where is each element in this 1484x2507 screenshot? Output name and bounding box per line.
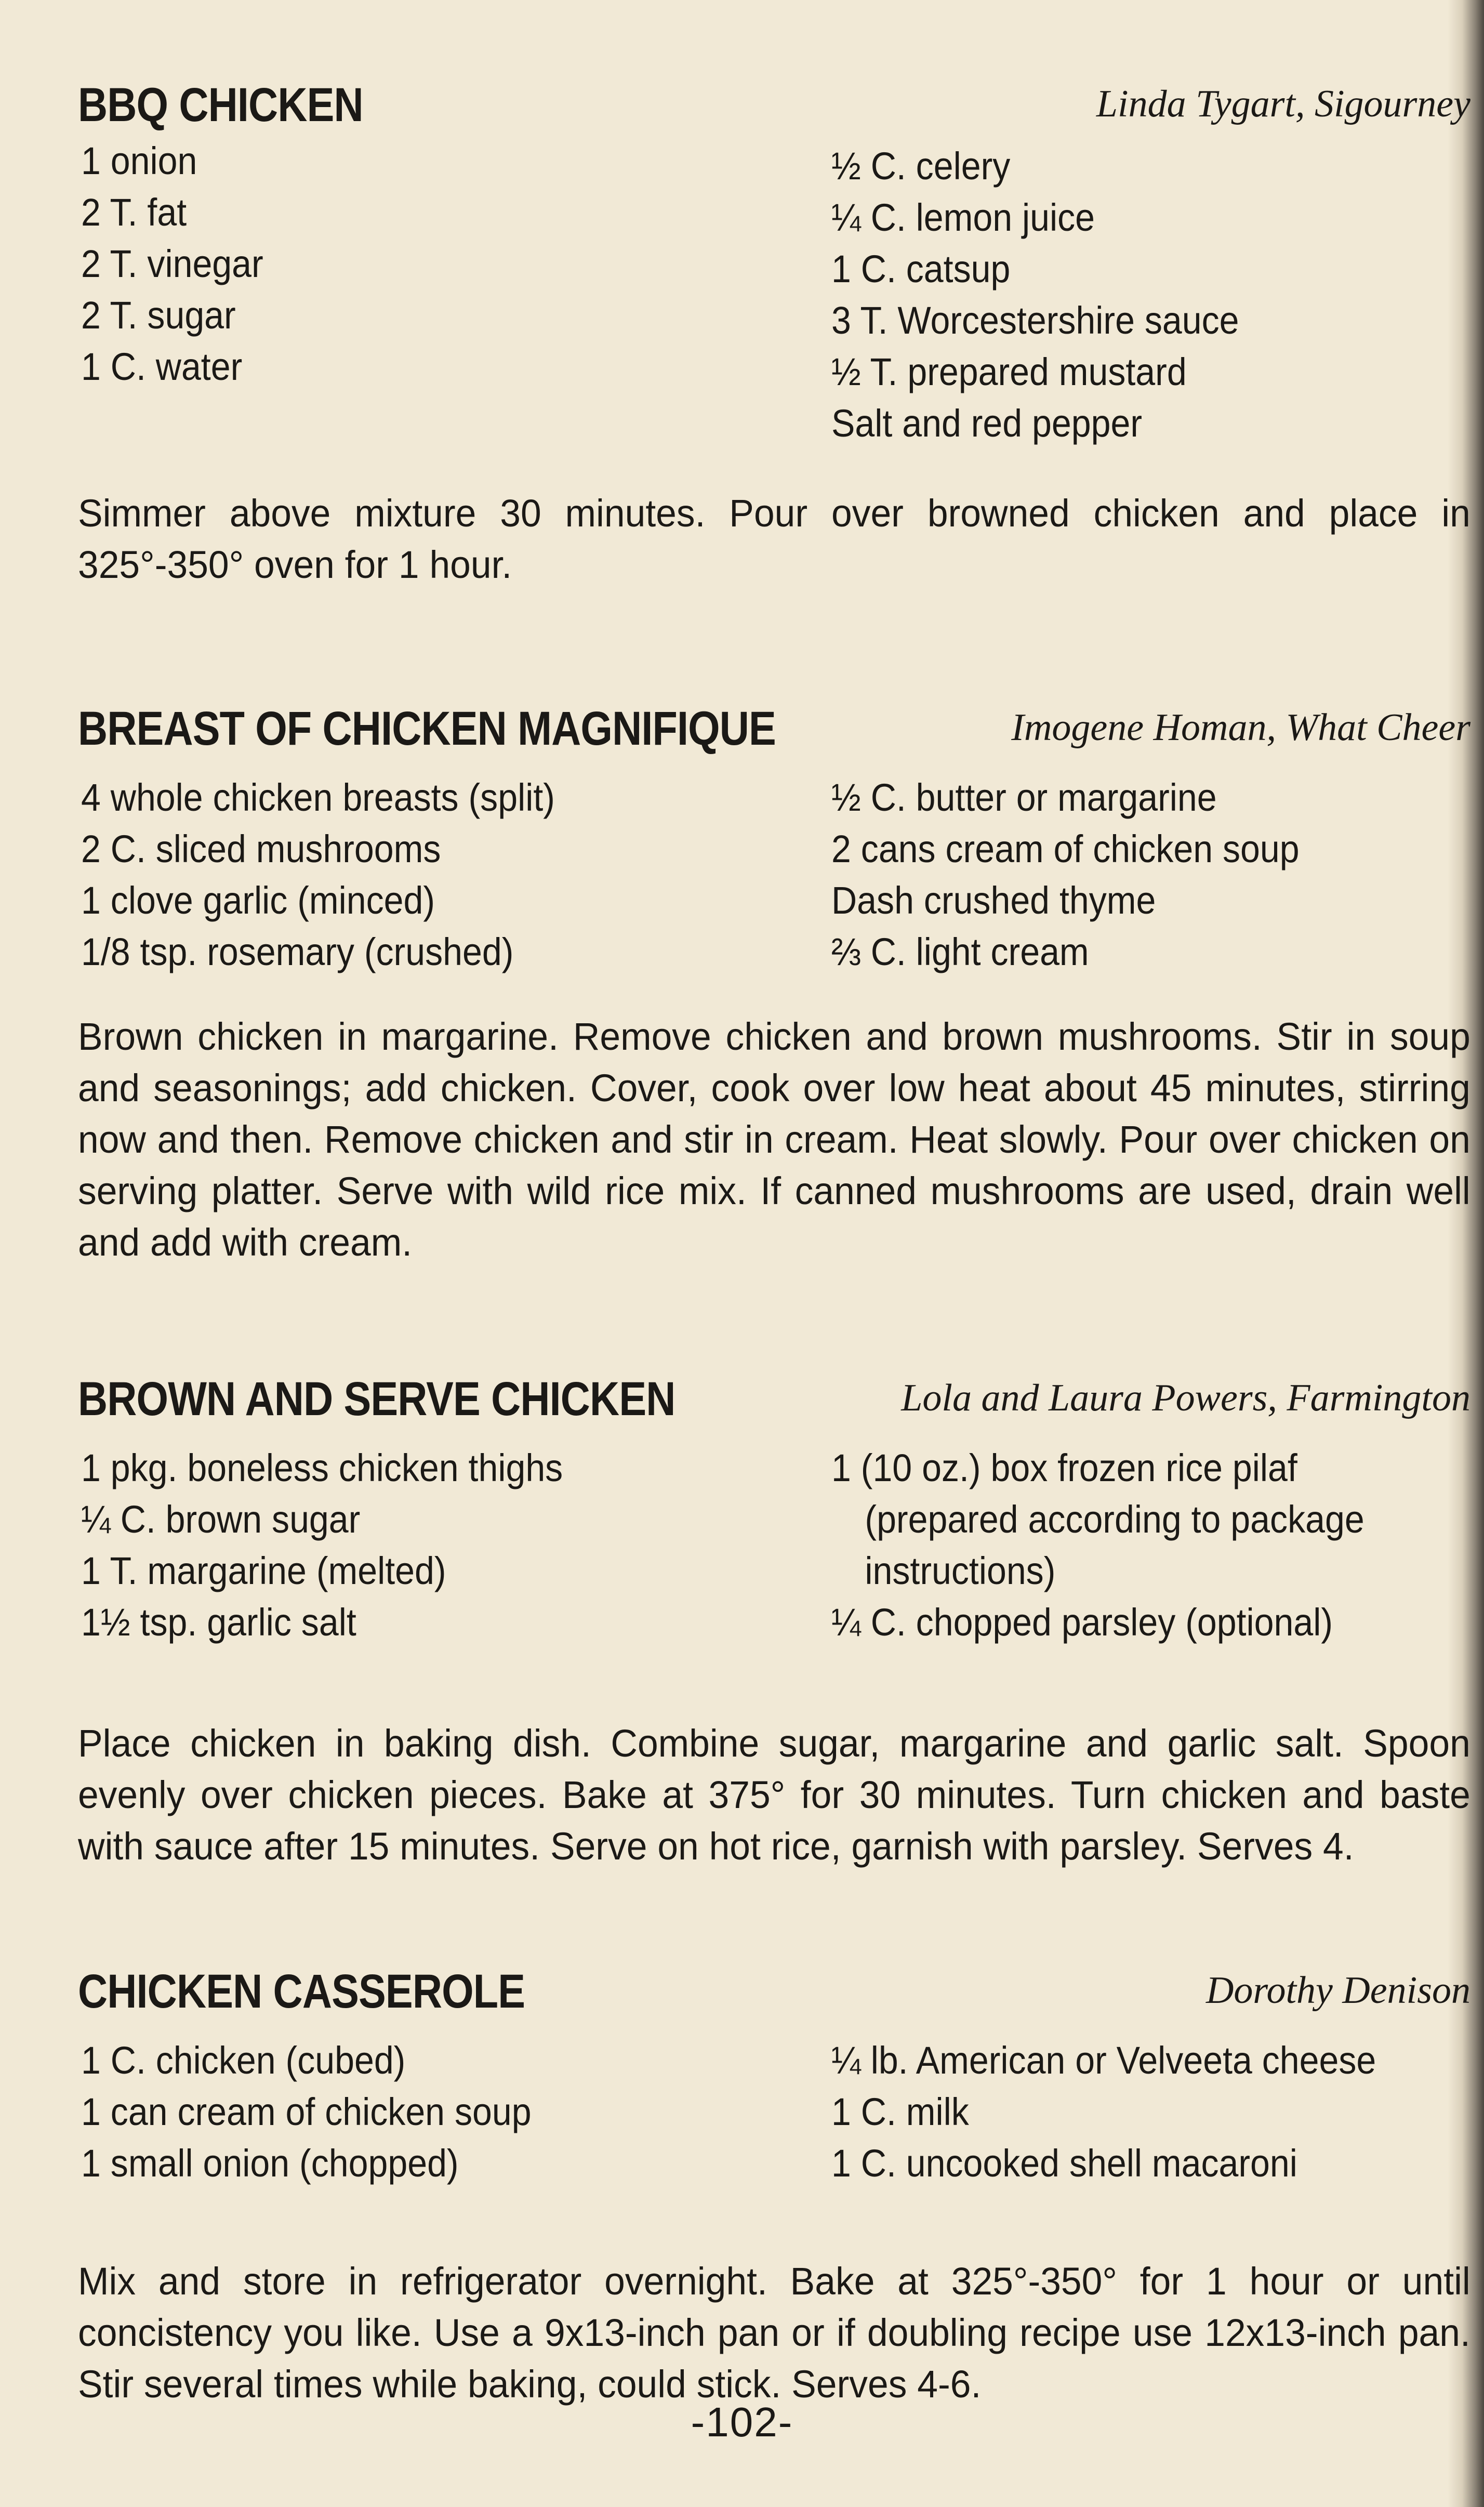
recipe-author: Imogene Homan, What Cheer (1011, 706, 1470, 749)
ingredient: 1 C. water (81, 345, 243, 388)
ingredient-continued: (prepared according to package (865, 1498, 1364, 1541)
ingredient: ½ T. prepared mustard (831, 350, 1187, 393)
recipe-header (78, 1372, 1470, 1434)
ingredient: Dash crushed thyme (831, 879, 1156, 922)
recipe-author: Dorothy Denison (1205, 1969, 1470, 2012)
ingredient: 1½ tsp. garlic salt (81, 1601, 356, 1644)
recipe-brown-and-serve-chicken (78, 1372, 1470, 1892)
recipe-header (78, 702, 1470, 764)
recipe-author: Linda Tygart, Sigourney (1096, 83, 1470, 125)
recipe-header (78, 1964, 1470, 2027)
ingredient: 2 T. sugar (81, 294, 236, 337)
recipe-title: BBQ CHICKEN (78, 78, 363, 131)
ingredient: 1 small onion (chopped) (81, 2142, 459, 2185)
ingredient: 1 T. margarine (melted) (81, 1549, 446, 1592)
ingredient: 1 can cream of chicken soup (81, 2090, 532, 2133)
ingredients-left (81, 2035, 571, 2189)
ingredient: 4 whole chicken breasts (split) (81, 776, 555, 819)
ingredients-left (81, 772, 596, 978)
recipe-directions: Brown chicken in margarine. Remove chicken and brown mushrooms. Stir in soup and seasonings; add chicken. Cover, cook over low heat about 45 minutes, stirring now and then. Remove chicken and stir in cream. Heat slowly. Pour over chicken on serving platter. Serve with wild rice mix. If canned mushrooms are used, drain well and add with cream. (78, 1015, 1470, 1264)
ingredients-right (831, 1442, 1411, 1648)
ingredient-continued: instructions) (865, 1549, 1056, 1592)
ingredient: 3 T. Worcestershire sauce (831, 299, 1239, 342)
ingredient: 2 T. fat (81, 191, 187, 234)
recipe-title: CHICKEN CASSEROLE (78, 1965, 525, 2018)
ingredient: 2 C. sliced mushrooms (81, 827, 441, 870)
recipe-title: BREAST OF CHICKEN MAGNIFIQUE (78, 702, 776, 755)
recipe-author: Lola and Laura Powers, Farmington (901, 1377, 1470, 1419)
ingredient: 1/8 tsp. rosemary (crushed) (81, 930, 514, 973)
recipe-bbq-chicken (78, 78, 1470, 598)
ingredients-right (831, 2035, 1423, 2189)
ingredient: Salt and red pepper (831, 402, 1143, 445)
recipe-directions: Simmer above mixture 30 minutes. Pour over browned chicken and place in 325°-350° oven for 1 hour. (78, 492, 1470, 586)
ingredients-left (81, 1442, 605, 1648)
ingredient: 1 C. milk (831, 2090, 969, 2133)
ingredient: 1 onion (81, 139, 197, 182)
recipe-breast-of-chicken-magnifique (78, 702, 1470, 1273)
ingredient: 2 cans cream of chicken soup (831, 827, 1300, 870)
ingredient: 1 (10 oz.) box frozen rice pilaf (831, 1446, 1297, 1489)
ingredient: ¼ C. lemon juice (831, 196, 1095, 239)
recipe-header (78, 78, 1470, 140)
ingredient: ⅔ C. light cream (831, 930, 1089, 973)
ingredient: ¼ C. brown sugar (81, 1498, 361, 1541)
ingredients-left (81, 135, 279, 392)
ingredients-right (831, 772, 1340, 978)
ingredient: 1 C. catsup (831, 247, 1011, 291)
ingredients-right (831, 140, 1275, 449)
ingredient: ½ C. celery (831, 144, 1011, 188)
page-number: -102- (691, 2399, 793, 2445)
ingredient: ¼ lb. American or Velveeta cheese (831, 2039, 1376, 2082)
recipe-directions: Place chicken in baking dish. Combine sugar, margarine and garlic salt. Spoon evenly over chicken pieces. Bake at 375° for 30 minutes. Turn chicken and baste with sauce after 15 minutes. Serve on hot rice, garnish with parsley. Serves 4. (78, 1722, 1470, 1868)
ingredient: 1 C. uncooked shell macaroni (831, 2142, 1297, 2185)
ingredient: 2 T. vinegar (81, 242, 263, 285)
recipe-directions: Mix and store in refrigerator overnight. Bake at 325°-350° for 1 hour or until concistency you like. Use a 9x13-inch pan or if doubling recipe use 12x13-inch pan. Stir several times while baking, could stick. Serves 4-6. (78, 2260, 1470, 2406)
ingredient: 1 pkg. boneless chicken thighs (81, 1446, 563, 1489)
ingredient: 1 clove garlic (minced) (81, 879, 435, 922)
ingredient: 1 C. chicken (cubed) (81, 2039, 406, 2082)
ingredient: ¼ C. chopped parsley (optional) (831, 1601, 1333, 1644)
recipe-chicken-casserole (78, 1964, 1470, 2406)
recipe-title: BROWN AND SERVE CHICKEN (78, 1373, 675, 1426)
ingredient: ½ C. butter or margarine (831, 776, 1217, 819)
